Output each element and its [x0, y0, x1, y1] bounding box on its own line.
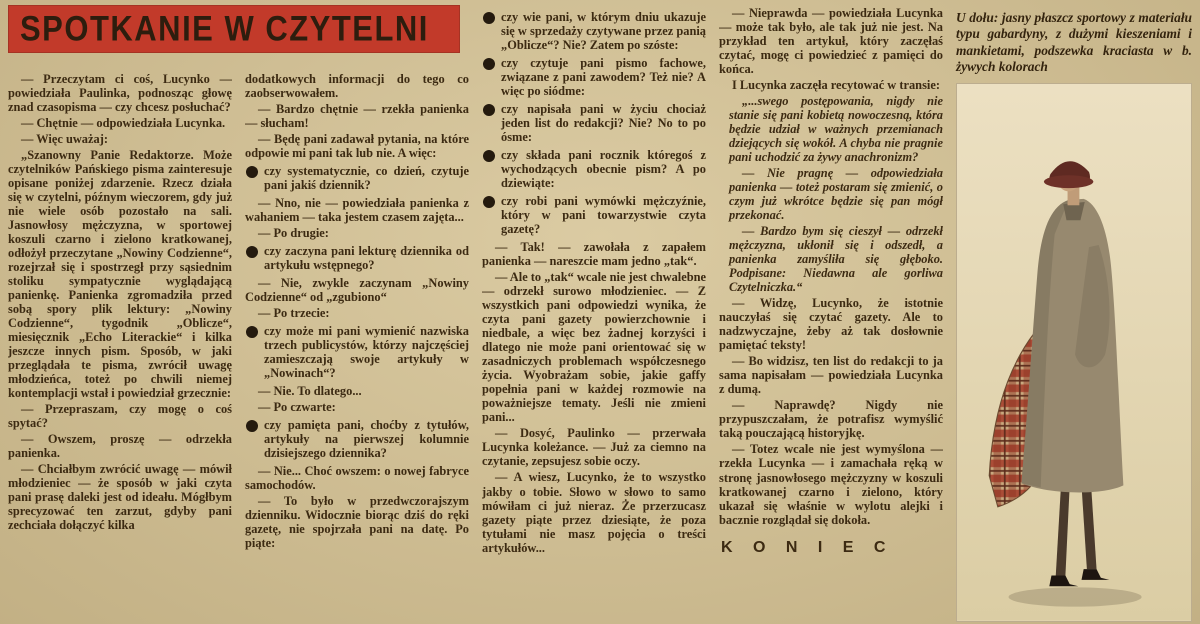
paragraph-text: — Nno, nie — powiedziała panienka z wahaniem — taka jestem czasem zajęta...	[245, 196, 469, 225]
paragraph-text: — Owszem, proszę — odrzekła panienka.	[8, 432, 232, 461]
bullet-question	[245, 164, 469, 192]
paragraph-text: dodatkowych informacji do tego co zaobserwowałem.	[245, 72, 469, 101]
fashion-photo-illustration	[957, 84, 1191, 621]
bullet-question	[245, 244, 469, 272]
paragraph-text: czy pamięta pani, choćby z tytułów, artykuły na pierwszej kolumnie dzisiejszego dziennika?	[264, 418, 469, 461]
paragraph	[245, 72, 469, 100]
bullet-question	[245, 418, 469, 460]
paragraph-text: — To było w przedwczorajszym dzienniku. Widocznie biorąc dziś do ręki gazetę, nie spojrzała pani na datę. Po piąte:	[245, 494, 469, 551]
quoted-paragraph	[729, 166, 943, 222]
quoted-paragraph	[729, 224, 943, 294]
paragraph	[245, 400, 469, 414]
bullet-icon	[483, 104, 495, 116]
bullet-icon	[246, 420, 258, 432]
bullet-icon	[246, 246, 258, 258]
paragraph-text: — Bo widzisz, ten list do redakcji to ja sama napisałam — powiedziała Lucynka z dumą.	[719, 354, 943, 397]
paragraph	[8, 116, 232, 130]
photo-caption: U dołu: jasny płaszcz sportowy z materiału typu gabardyny, z dużymi kieszeniami i mankietami, podszewka kraciasta w b. żywych kolorach	[956, 10, 1192, 75]
paragraph	[719, 6, 943, 76]
paragraph	[719, 354, 943, 396]
paragraph	[245, 276, 469, 304]
paragraph-text: — Będę pani zadawał pytania, na które odpowie mi pani tak lub nie. A więc:	[245, 132, 469, 161]
paragraph	[8, 148, 232, 400]
bullet-icon	[483, 12, 495, 24]
paragraph	[719, 296, 943, 352]
bullet-icon	[246, 166, 258, 178]
paragraph-text: czy może mi pani wymienić nazwiska trzech publicystów, którzy najczęściej zamieszczają swoje artykuły w „Nowinach“?	[264, 324, 469, 381]
paragraph-text: — Nie, zwykle zaczynam „Nowiny Codzienne“ od „zgubiono“	[245, 276, 469, 305]
paragraph-text: — Ale to „tak“ wcale nie jest chwalebne — odrzekł surowo młodzieniec. — Z wszystkich pani odpowiedzi wynika, że czyta pani gazety powierzchownie i niedbale, a więc bez żadnej korzyści i dlatego nie może pani orientować się w zasadniczych problemach współczesnego życia. Wyobrażam sobie, jakie gaffy popełnia pani w każdej rozmowie na poważniejsze tematy. Jeśli nie zmieni pani...	[482, 270, 706, 425]
paragraph-text: — Po czwarte:	[258, 400, 336, 415]
paragraph-text: I Lucynka zaczęła recytować w transie:	[732, 78, 940, 93]
paragraph-text: czy zaczyna pani lekturę dziennika od artykułu wstępnego?	[264, 244, 469, 273]
paragraph-text: czy składa pani rocznik któregoś z wychodzących obecnie pism? A po dziewiąte:	[501, 148, 706, 191]
paragraph-text: — Po trzecie:	[258, 306, 330, 321]
paragraph-text: — Nie... Choć owszem: o nowej fabryce samochodów.	[245, 464, 469, 493]
paragraph	[482, 270, 706, 424]
quoted-paragraph	[729, 94, 943, 164]
paragraph-text: czy wie pani, w którym dniu ukazuje się w sprzedaży czytywane przez panią „Oblicze“? Nie? Zatem po szóste:	[501, 10, 706, 53]
paragraph-text: — Nie pragnę — odpowiedziała panienka — toteż postaram się zmienić, o czym już wkrótce będzie się pan mógł przekonać.	[729, 166, 943, 223]
paragraph-text: — Nieprawda — powiedziała Lucynka — może tak było, ale tak już nie jest. Na przykład ten artykuł, który zaczęłaś czytać, mogę ci powiedzieć z pamięci do końca.	[719, 6, 943, 77]
paragraph	[482, 470, 706, 554]
paragraph	[245, 196, 469, 224]
paragraph	[8, 72, 232, 114]
paragraph	[245, 132, 469, 160]
paragraph	[482, 426, 706, 468]
paragraph-text: — Chciałbym zwrócić uwagę — mówił młodzieniec — że sposób w jaki czyta pani prasę daleki jest od ideału. Mógłbym sprecyzować ten zarzut, gdyby pani zechciała dołączyć kilka	[8, 462, 232, 533]
paragraph	[719, 442, 943, 526]
floor-shadow	[1009, 588, 1142, 607]
paragraph-text: — Nie. To dlatego...	[258, 384, 362, 399]
text-column-3	[482, 6, 706, 622]
paragraph	[245, 494, 469, 550]
paragraph	[245, 102, 469, 130]
bullet-icon	[483, 196, 495, 208]
paragraph-text: — Chętnie — odpowiedziała Lucynka.	[21, 116, 226, 131]
bullet-icon	[483, 150, 495, 162]
paragraph	[245, 464, 469, 492]
paragraph	[245, 306, 469, 320]
bullet-question	[482, 194, 706, 236]
hat-brim	[1044, 176, 1093, 189]
paragraph-text: — Przepraszam, czy mogę o coś spytać?	[8, 402, 232, 431]
paragraph-text: — A wiesz, Lucynko, że to wszystko jakby o tobie. Słowo w słowo to samo mówiłam ci już nieraz. Że przerzucasz gazety piąte przez dziesiąte, że poza tytułami nie masz pojęcia o treści artykułów...	[482, 470, 706, 555]
paragraph-text: „...swego postępowania, nigdy nie stanie się pani kobietą nowoczesną, która będzie udział w ważnych przemianach dziejących się wokół. A chyba nie pragnie pani uchodzić za żywy anachronizm?	[729, 94, 943, 165]
paragraph-text: — Dosyć, Paulinko — przerwała Lucynka koleżance. — Już za ciemno na czytanie, zepsujesz sobie oczy.	[482, 426, 706, 469]
paragraph-text: — Widzę, Lucynko, że istotnie nauczyłaś się czytać gazety. Ale to nadzwyczajne, żeby aż tak dosłownie pamiętać teksty!	[719, 296, 943, 353]
paragraph-text: czy systematycznie, co dzień, czytuje pani jakiś dziennik?	[264, 164, 469, 193]
paragraph-text: — Bardzo bym się cieszył — odrzekł mężczyzna, ukłonił się i odszedł, a panienka zamyśliła się głęboko. Podpisane: Niedawna ale gorliwa Czytelniczka.“	[729, 224, 943, 295]
bullet-question	[482, 102, 706, 144]
end-mark	[719, 539, 943, 557]
paragraph	[719, 398, 943, 440]
photo-sidebar	[956, 6, 1192, 622]
paragraph	[245, 226, 469, 240]
paragraph	[8, 402, 232, 430]
paragraph-text: — Totez wcale nie jest wymyślona — rzekła Lucynka — i zamachała ręką w stronę jasnowłosego mężczyzny w koszuli kratkowanej czarno i zielono, który ukazał się właśnie w wylotu alejki i bacznie rozglądał się dokoła.	[719, 442, 943, 527]
paragraph-text: „Szanowny Panie Redaktorze. Może czytelników Pańskiego pisma zainteresuje opisane poniżej zdarzenie. Rzecz działa się w czytelni, późnym wieczorem, gdy już nie wiele osób pozostało na sali. Jasnowłosy mężczyzna, w sportowej koszuli czarno i zielono kratkowanej, odłożył przeczytane „Nowiny Codzienne“, rozejrzał się i spostrzegł przy sąsiednim stoliku sympatycznie wyglądającą panienkę. Panienka zgromadziła przed sobą spory plik lektury: „Nowiny Codzienne“, tygodnik „Oblicze“, miesięcznik „Echo Literackie“ i kilka jeszcze innych pism. Sposób, w jaki przeglądała te pisma, zwrócił uwagę młodzieńca, toteż po chwili niemej kontemplacji wstał i powiedział grzecznie:	[8, 148, 232, 401]
bullet-question	[482, 10, 706, 52]
fashion-photo	[956, 83, 1192, 622]
paragraph-text: — Po drugie:	[258, 226, 329, 241]
bullet-question	[245, 324, 469, 380]
paragraph-text: — Tak! — zawołała z zapałem panienka — nareszcie mam jedno „tak“.	[482, 240, 706, 269]
paragraph-text: czy czytuje pani pismo fachowe, związane z pani zawodem? Też nie? A więc po siódme:	[501, 56, 706, 99]
paragraph	[719, 78, 943, 92]
paragraph	[8, 132, 232, 146]
text-column-1	[8, 6, 232, 622]
paragraph	[482, 240, 706, 268]
paragraph-text: — Naprawdę? Nigdy nie przypuszczałam, że potrafisz wymyślić taką pouczającą historyjkę.	[719, 398, 943, 441]
paragraph-text: — Przeczytam ci coś, Lucynko — powiedziała Paulinka, podnosząc głowę znad czasopisma — czy chcesz posłuchać?	[8, 72, 232, 115]
paragraph-text: — Bardzo chętnie — rzekła panienka — słucham!	[245, 102, 469, 131]
bullet-icon	[246, 326, 258, 338]
paragraph	[8, 462, 232, 532]
bullet-question	[482, 56, 706, 98]
paragraph-text: K O N I E C	[721, 538, 894, 556]
paragraph-text: czy napisała pani w życiu chociaż jeden list do redakcji? Nie? No to po ósme:	[501, 102, 706, 145]
article-title: SPOTKANIE W CZYTELNI	[20, 8, 429, 49]
text-column-4	[719, 6, 943, 622]
paragraph-text: — Więc uważaj:	[21, 132, 108, 147]
paragraph-text: czy robi pani wymówki mężczyźnie, który w pani towarzystwie czyta gazetę?	[501, 194, 706, 237]
article-body	[8, 6, 1192, 622]
paragraph	[245, 384, 469, 398]
bullet-icon	[483, 58, 495, 70]
text-column-2	[245, 6, 469, 622]
bullet-question	[482, 148, 706, 190]
paragraph	[8, 432, 232, 460]
